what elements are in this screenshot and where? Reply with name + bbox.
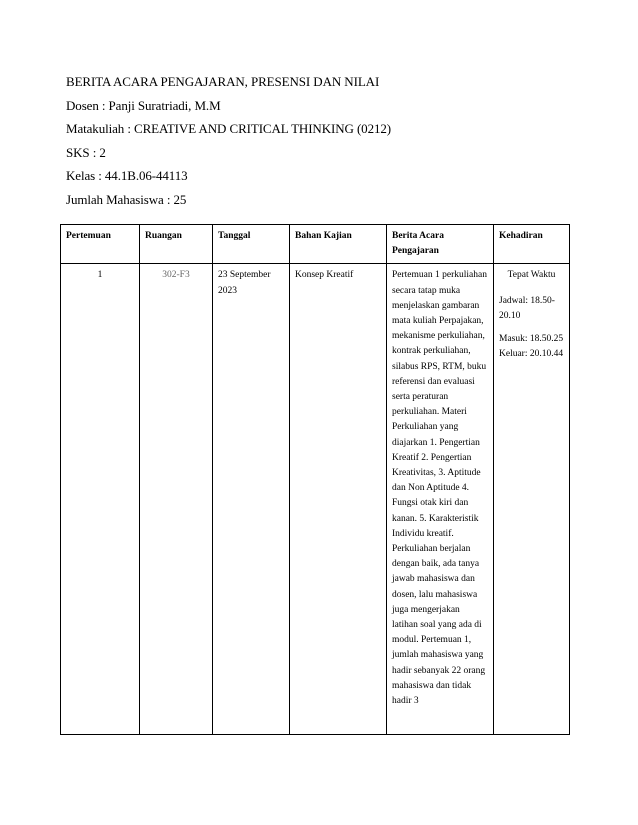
attendance-status: Tepat Waktu <box>507 270 556 281</box>
document-header <box>66 70 586 211</box>
column-header-berita-acara: Berita Acara Pengajaran <box>387 225 494 264</box>
course-line: Matakuliah : CREATIVE AND CRITICAL THINKING (0212) <box>66 121 392 136</box>
column-header-pertemuan: Pertemuan <box>61 225 140 264</box>
cell-ruangan: 302-F3 <box>140 264 213 735</box>
cell-bahan-kajian: Konsep Kreatif <box>290 264 387 735</box>
cell-kehadiran <box>494 264 570 735</box>
student-count-line: Jumlah Mahasiswa : 25 <box>66 191 187 207</box>
cell-pertemuan: 1 <box>61 264 140 735</box>
lecturer-line: Dosen : Panji Suratriadi, M.M <box>66 97 221 113</box>
column-header-kehadiran: Kehadiran <box>494 225 570 264</box>
class-line: Kelas : 44.1B.06-44113 <box>66 168 188 183</box>
attendance-schedule: Jadwal: 18.50-20.10 <box>499 295 555 321</box>
document-title: BERITA ACARA PENGAJARAN, PRESENSI DAN NILAI <box>66 74 380 89</box>
table-row <box>61 264 570 735</box>
table-header-row <box>61 225 570 264</box>
attendance-check-in: Masuk: 18.50.25 <box>499 334 564 345</box>
credits-line: SKS : 2 <box>66 144 106 160</box>
teaching-record-table <box>60 224 570 735</box>
column-header-bahan-kajian: Bahan Kajian <box>290 225 387 264</box>
attendance-check-out: Keluar: 20.10.44 <box>499 349 564 360</box>
cell-berita-acara: Pertemuan 1 perkuliahan secara tatap muka menjelaskan gambaran mata kuliah Perpajakan, mekanisme perkuliahan, kontrak perkuliahan, silabus RPS, RTM, buku referensi dan evaluasi serta peraturan perkuliahan. Materi Perkuliahan yang diajarkan 1. Pengertian Kreatif 2. Pengertian Kreativitas, 3. Aptitude dan Non Aptitude 4. Fungsi otak kiri dan kanan. 5. Karakteristik Individu kreatif. Perkuliahan berjalan dengan baik, ada tanya jawab mahasiswa dan dosen, lalu mahasiswa juga mengerjakan latihan soal yang ada di modul. Pertemuan 1, jumlah mahasiswa yang hadir sebanyak 22 orang mahasiswa dan tidak hadir 3 <box>387 264 494 735</box>
column-header-ruangan: Ruangan <box>140 225 213 264</box>
cell-tanggal: 23 September 2023 <box>213 264 290 735</box>
column-header-tanggal: Tanggal <box>213 225 290 264</box>
